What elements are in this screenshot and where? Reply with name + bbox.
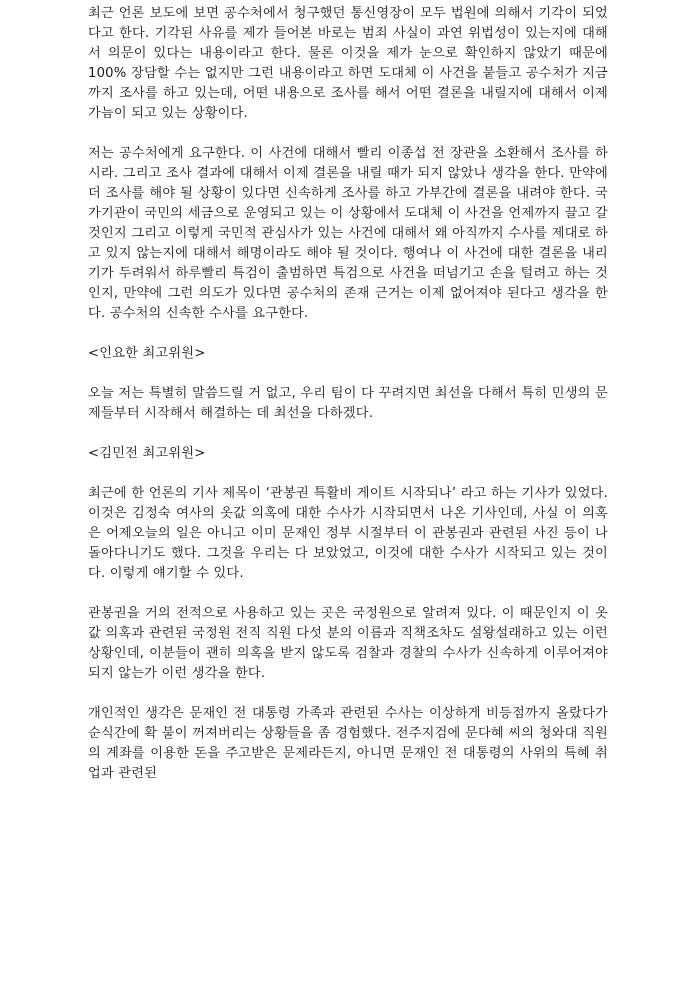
paragraph-4: 최근에 한 언론의 기사 제목이 ‘관봉권 특활비 게이트 시작되나’ 라고 하는 기사가 있었다. 이것은 김정숙 여사의 옷값 의혹에 대한 수사가 시작되면서 나온 기사인데, 사실 이 의혹은 어제오늘의 일은 아니고 이미 문재인 정부 시절부터 이 관봉권과 관련된 사진 등이 나돌아다니기도 했다. 그것을 우리는 다 보았었고, 이것에 대한 수사가 시작되고 있는 것이다. 이렇게 얘기할 수 있다. (88, 486, 608, 581)
paragraph-6: 개인적인 생각은 문재인 전 대통령 가족과 관련된 수사는 이상하게 비등점까지 올랐다가 순식간에 확 불이 꺼져버리는 상황들을 좀 경험했다. 전주지검에 문다혜 씨의 청와대 직원의 계좌를 이용한 돈을 주고받은 문제라든지, 아니면 문재인 전 대통령의 사위의 특혜 취업과 관련된 (88, 706, 608, 781)
speaker-heading-1: <인요한 최고위원> (88, 346, 206, 361)
paragraph-3: 오늘 저는 특별히 말씀드릴 거 없고, 우리 팀이 다 꾸려지면 최선을 다해서 특히 민생의 문제들부터 시작해서 해결하는 데 최선을 다하겠다. (88, 386, 608, 421)
paragraph-1: 최근 언론 보도에 보면 공수처에서 청구했던 통신영장이 모두 법원에 의해서 기각이 되었다고 한다. 기각된 사유를 제가 들어본 바로는 범죄 사실이 과연 위법성이 있는지에 대해서 의문이 있다는 내용이라고 한다. 물론 이것을 제가 눈으로 확인하지 않았기 때문에 100% 장담할 수는 없지만 그런 내용이라고 하면 도대체 이 사건을 붙들고 공수처가 지금까지 조사를 하고 있는데, 어떤 내용으로 조사를 해서 어떤 결론을 내릴지에 대해서 이제 가늠이 되고 있는 상황이다. (88, 6, 608, 121)
paragraph-5: 관봉권을 거의 전적으로 사용하고 있는 곳은 국정원으로 알려져 있다. 이 때문인지 이 옷값 의혹과 관련된 국정원 전직 직원 다섯 분의 이름과 직책조차도 설왕설래하고 있는 이런 상황인데, 이분들이 괜히 의혹을 받지 않도록 검찰과 경찰의 수사가 신속하게 이루어져야 되지 않는가 이런 생각을 한다. (88, 606, 608, 681)
speaker-heading-2: <김민전 최고위원> (88, 446, 206, 461)
document-page (88, 0, 608, 784)
paragraph-2: 저는 공수처에게 요구한다. 이 사건에 대해서 빨리 이종섭 전 장관을 소환해서 조사를 하시라. 그리고 조사 결과에 대해서 이제 결론을 내릴 때가 되지 않았나 생각을 한다. 만약에 더 조사를 해야 될 상황이 있다면 신속하게 조사를 하고 가부간에 결론을 내려야 한다. 국가기관이 국민의 세금으로 운영되고 있는 이 상황에서 도대체 이 사건을 언제까지 끌고 갈 것인지 그리고 이렇게 국민적 관심사가 있는 사건에 대해서 왜 아직까지 수사를 제대로 하고 있지 않는지에 대해서 해명이라도 해야 될 것이다. 행여나 이 사건에 대한 결론을 내리기가 두려워서 하루빨리 특검이 출범하면 특검으로 사건을 떠넘기고 손을 털려고 하는 것인지, 만약에 그런 의도가 있다면 공수처의 존재 근거는 이제 없어져야 된다고 생각을 한다. 공수처의 신속한 수사를 요구한다. (88, 146, 608, 321)
